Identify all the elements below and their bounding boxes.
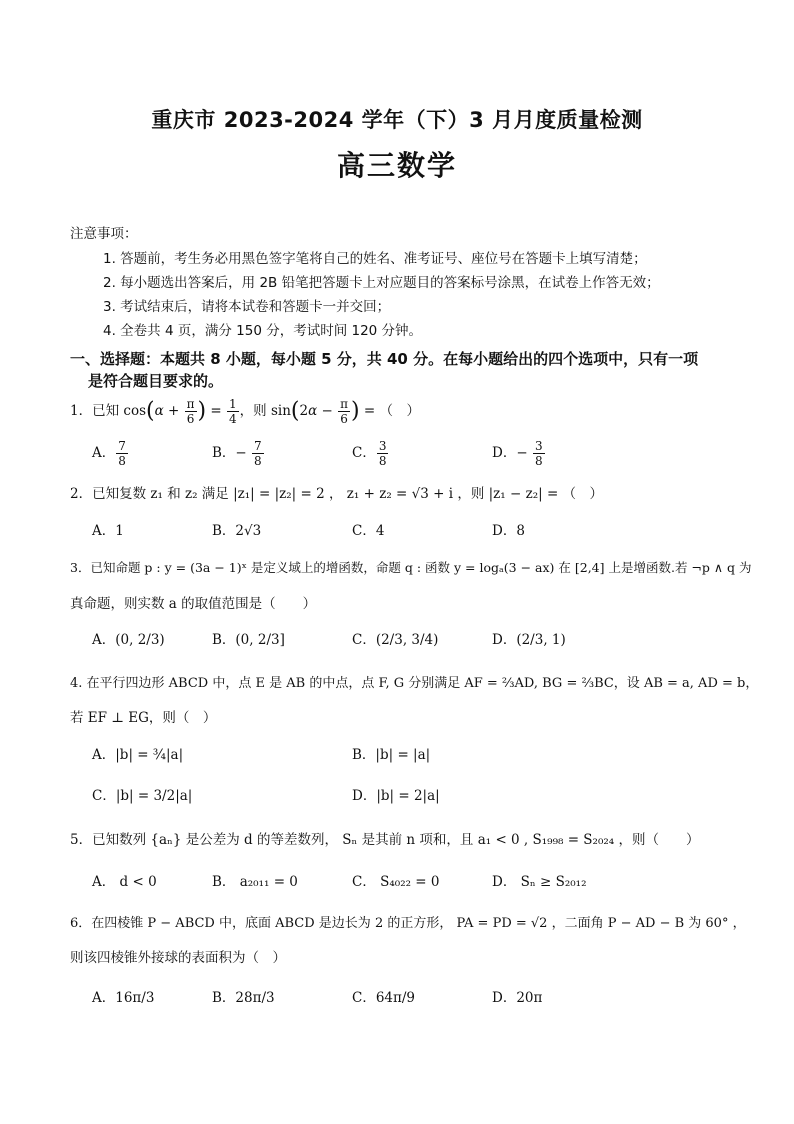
q4-option-c: C．|b| = 3/2|a| [92, 788, 193, 804]
q2-option-d: D．8 [492, 523, 525, 539]
q1-option-c: C． $\frac{3}{8}$ [352, 439, 387, 468]
q5-option-b: B． a₂₀₁₁ = 0 [212, 874, 298, 890]
q5-option-a: A． d < 0 [92, 874, 157, 890]
note-item: 1. 答题前，考生务必用黑色签字笔将自己的姓名、准考证号、座位号在答题卡上填写清楚； [103, 251, 647, 267]
q4-option-a: A．|b| = ¾|a| [92, 747, 184, 763]
notes-heading: 注意事项： [70, 226, 138, 242]
q1-option-d: D．− $\frac{3}{8}$ [492, 439, 543, 468]
exam-title: 重庆市 2023-2024 学年（下）3 月月度质量检测 [151, 108, 643, 132]
q3-option-c: C．(2/3, 3/4) [352, 632, 439, 648]
q5-option-c: C． S₄₀₂₂ = 0 [352, 874, 440, 890]
exam-subject: 高三数学 [336, 149, 457, 182]
question-3: 3．已知命题 p : y = (3a − 1)ˣ 是定义域上的增函数，命题 q : 函数 y = logₐ(3 − ax) 在 [2,4] 上是增函数.若 ¬p ∧ q 为 [70, 560, 752, 575]
q3-option-a: A．(0, 2/3) [92, 632, 165, 648]
q1-option-a: A． $\frac{7}{8}$ [92, 439, 126, 468]
q2-option-a: A．1 [92, 523, 124, 539]
q4-option-b: B．|b| = |a| [352, 747, 431, 763]
q1-stem-c: = （ ） [363, 403, 420, 419]
note-item: 3. 考试结束后，请将本试卷和答题卡一并交回； [103, 299, 391, 315]
q1-option-b: B．− $\frac{7}{8}$ [212, 439, 262, 468]
section-heading: 一、选择题：本题共 8 小题，每小题 5 分，共 40 分。在每小题给出的四个选项中，只有一项 [70, 350, 699, 368]
section-heading-cont: 是符合题目要求的。 [88, 372, 224, 390]
question-1: 1．已知 cos(α + $\frac{\pi}{6}$ ) = $\frac{1}{4}$ ，则 sin(2α − $\frac{\pi}{6}$ ) = （ ） [70, 397, 420, 426]
q5-option-d: D． Sₙ ≥ S₂₀₁₂ [492, 874, 587, 890]
q1-stem-a: 1．已知 cos [70, 403, 146, 419]
question-2: 2．已知复数 z₁ 和 z₂ 满足 |z₁| = |z₂| = 2 ， z₁ + z₂ = √3 + i ，则 |z₁ − z₂| = （ ） [70, 486, 604, 502]
question-4-cont: 若 EF ⊥ EG，则（ ） [70, 710, 217, 726]
q4-option-d: D．|b| = 2|a| [352, 788, 440, 804]
q2-option-c: C．4 [352, 523, 385, 539]
note-item: 2. 每小题选出答案后，用 2B 铅笔把答题卡上对应题目的答案标号涂黑，在试卷上作答无效； [103, 275, 660, 291]
q3-option-b: B．(0, 2/3] [212, 632, 285, 648]
question-5: 5．已知数列 {aₙ} 是公差为 d 的等差数列， Sₙ 是其前 n 项和，且 a₁ < 0 , S₁₉₉₈ = S₂₀₂₄ ，则（ ） [70, 832, 700, 848]
q3-option-d: D．(2/3, 1) [492, 632, 566, 648]
question-6-cont: 则该四棱锥外接球的表面积为（ ） [70, 950, 286, 966]
q1-stem-b: ，则 sin [239, 403, 291, 419]
question-6: 6．在四棱锥 P − ABCD 中，底面 ABCD 是边长为 2 的正方形， PA = PD = √2 ，二面角 P − AD − B 为 60° ， [70, 916, 746, 931]
q6-option-b: B．28π/3 [212, 990, 275, 1006]
question-3-cont: 真命题，则实数 a 的取值范围是（ ） [70, 596, 317, 612]
note-item: 4. 全卷共 4 页，满分 150 分，考试时间 120 分钟。 [103, 323, 423, 339]
q6-option-a: A．16π/3 [92, 990, 155, 1006]
q6-option-c: C．64π/9 [352, 990, 416, 1006]
question-4: 4. 在平行四边形 ABCD 中，点 E 是 AB 的中点，点 F, G 分别满足 AF = ⅔AD, BG = ⅔BC，设 AB = a, AD = b， [70, 676, 759, 691]
q2-option-b: B．2√3 [212, 523, 262, 539]
q6-option-d: D．20π [492, 990, 543, 1006]
